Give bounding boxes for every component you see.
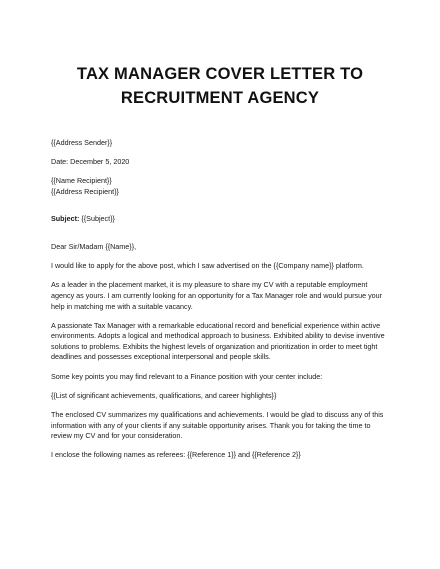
letter-date: Date: December 5, 2020 [51, 157, 130, 167]
sender-address: {{Address Sender}} [51, 138, 113, 147]
paragraph-profile: A passionate Tax Manager with a remarkable educational record and beneficial experience within active environments. Adopts a logical and methodical approach to business. Exhibited ability to devise inventive solutions to problems. Exhibits the highest levels of organization and prioritization in order to meet tight deadlines and possesses exceptional interpersonal and people skills. [51, 320, 385, 362]
recipient-block [51, 176, 389, 197]
subject-label: Subject: [51, 214, 80, 224]
paragraph-agency: As a leader in the placement market, it is my pleasure to share my CV with a reputable employment agency as yours. I am currently looking for an opportunity for a Tax Manager role and would pursue your help in matching me with a suitable vacancy. [51, 280, 383, 311]
paragraph-key-points: Some key points you may find relevant to a Finance position with your center include: [51, 371, 323, 381]
subject-line [51, 214, 389, 225]
paragraph-closing: The enclosed CV summarizes my qualifications and achievements. I would be glad to discuss any of this information with any of your clients if any suitable opportunity arises. Thank you for taking the time to review my CV and for your consideration. [51, 410, 384, 441]
paragraph-intro: I would like to apply for the above post, which I saw advertised on the {{Company name}} platform. [51, 261, 364, 271]
letter-body [51, 138, 389, 461]
recipient-address: {{Address Recipient}} [51, 186, 119, 196]
document-title [51, 0, 389, 110]
paragraph-achievements: {{List of significant achievements, qualifications, and career highlights}} [51, 390, 277, 400]
subject-value: {{Subject}} [79, 214, 115, 224]
recipient-name: {{Name Recipient}} [51, 176, 112, 186]
salutation: Dear Sir/Madam {{Name}}, [51, 241, 137, 251]
title-line-1: TAX MANAGER COVER LETTER TO [76, 65, 364, 83]
paragraph-references: I enclose the following names as referees: {{Reference 1}} and {{Reference 2}} [51, 450, 301, 460]
title-line-2: RECRUITMENT AGENCY [120, 89, 320, 107]
